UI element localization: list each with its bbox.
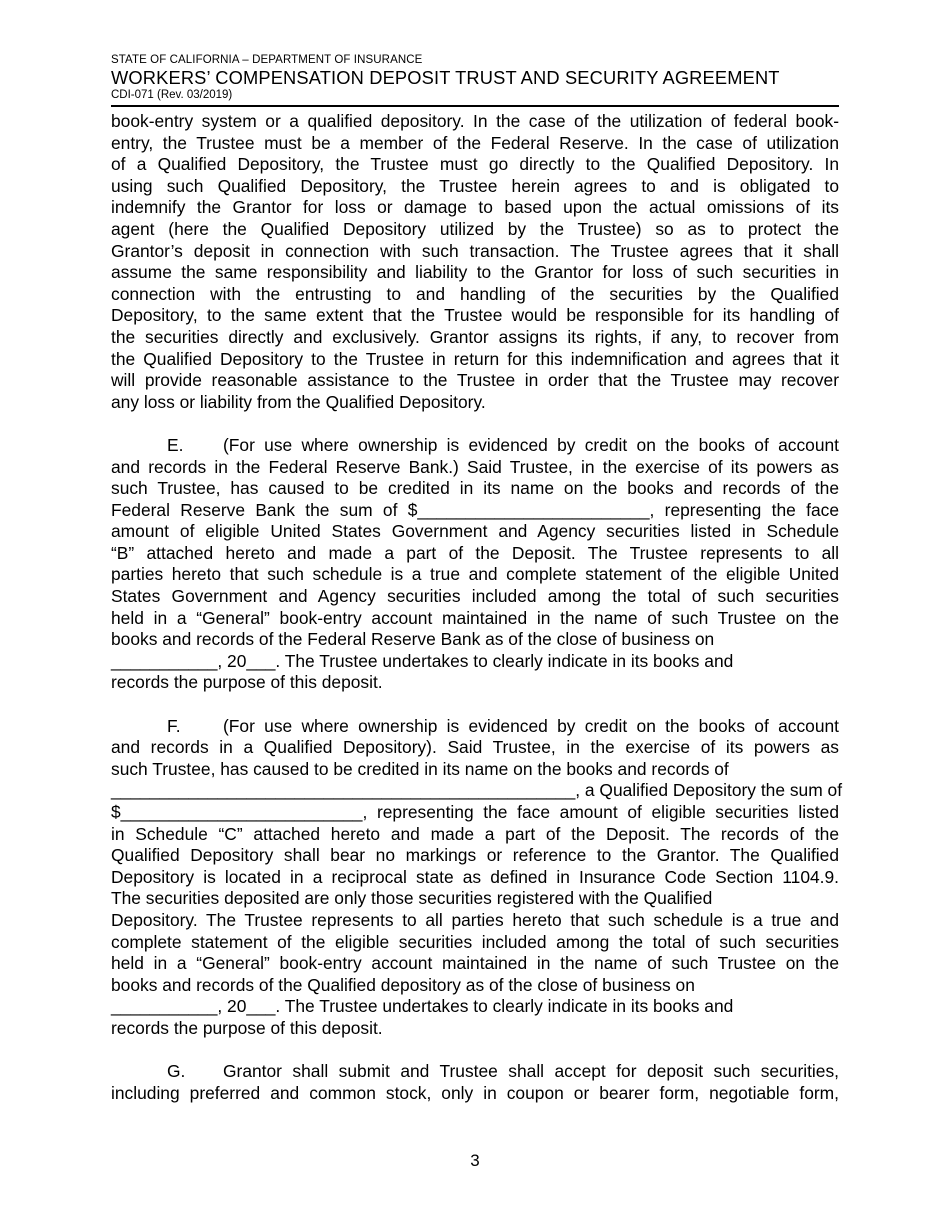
paragraph-line: including preferred and common stock, only in coupon or bearer form, negotiable form, <box>111 1082 839 1103</box>
paragraph-line: such Trustee, has caused to be credited in its name on the books and records of the <box>111 478 839 499</box>
paragraph-line: Qualified Depository shall bear no markings or reference to the Grantor. The Qualified <box>111 845 839 866</box>
paragraph-line: books and records of the Federal Reserve Bank as of the close of business on <box>111 629 715 650</box>
intro-paragraph <box>111 111 839 413</box>
section-g <box>111 1061 839 1104</box>
section-f <box>111 715 843 1040</box>
paragraph-line: States Government and Agency securities included among the total of such securities <box>111 586 839 607</box>
paragraph-line: $_________________________, representing the face amount of eligible securities listed <box>111 802 839 822</box>
paragraph-line: ________________________________________________, a Qualified Depository the sum of <box>111 780 843 801</box>
paragraph-line: such Trustee, has caused to be credited in its name on the books and records of <box>111 758 729 779</box>
document-page <box>111 54 843 1104</box>
paragraph-line: any loss or liability from the Qualified Depository. <box>111 391 486 412</box>
header-divider <box>111 105 839 107</box>
page-number: 3 <box>470 1151 480 1170</box>
paragraph-line: “B” attached hereto and made a part of the Deposit. The Trustee represents to all <box>111 542 839 563</box>
paragraph-line: Depository. The Trustee represents to all parties hereto that such schedule is a true and <box>111 909 839 930</box>
paragraph-line: Depository, to the same extent that the Trustee would be responsible for its handling of <box>111 305 839 326</box>
paragraph-line: will provide reasonable assistance to the Trustee in order that the Trustee may recover <box>111 370 839 391</box>
paragraph-line: records the purpose of this deposit. <box>111 1017 383 1038</box>
paragraph-line: ___________, 20___. The Trustee undertakes to clearly indicate in its books and <box>111 996 734 1017</box>
paragraph-line: and records in a Qualified Depository). Said Trustee, in the exercise of its powers as <box>111 737 839 758</box>
paragraph-line: entry, the Trustee must be a member of the Federal Reserve. In the case of utilization <box>111 132 839 153</box>
section-letter: E. <box>167 434 184 455</box>
paragraph-line: in Schedule “C” attached hereto and made a part of the Deposit. The records of the <box>111 823 839 844</box>
section-first-line <box>111 435 839 457</box>
paragraph-line: held in a “General” book-entry account maintained in the name of such Trustee on the <box>111 607 839 628</box>
paragraph-line: assume the same responsibility and liability to the Grantor for loss of such securities in <box>111 262 839 283</box>
section-e <box>111 435 839 694</box>
paragraph-line: of a Qualified Depository, the Trustee must go directly to the Qualified Depository. In <box>111 154 839 175</box>
paragraph-line: book-entry system or a qualified depository. In the case of the utilization of federal book- <box>111 111 839 131</box>
paragraph-line: the securities directly and exclusively. Grantor assigns its rights, if any, to recover from <box>111 326 839 347</box>
section-line-text: (For use where ownership is evidenced by credit on the books of account <box>223 434 839 455</box>
paragraph-line: ___________, 20___. The Trustee undertakes to clearly indicate in its books and <box>111 650 734 671</box>
paragraph-line: and records in the Federal Reserve Bank.) Said Trustee, in the exercise of its powers as <box>111 456 839 477</box>
form-number: CDI-071 (Rev. 03/2019) <box>111 89 233 101</box>
paragraph-line: The securities deposited are only those securities registered with the Qualified <box>111 888 713 909</box>
paragraph-line: Federal Reserve Bank the sum of $________________________, representing the face <box>111 499 839 520</box>
paragraph-line: the Qualified Depository to the Trustee in return for this indemnification and agrees that it <box>111 348 839 369</box>
document-title: WORKERS’ COMPENSATION DEPOSIT TRUST AND SECURITY AGREEMENT <box>111 67 780 88</box>
section-line-text: Grantor shall submit and Trustee shall accept for deposit such securities, <box>223 1061 839 1082</box>
section-first-line <box>111 716 839 738</box>
paragraph-line: complete statement of the eligible securities included among the total of such securities <box>111 931 839 952</box>
section-letter: F. <box>167 715 181 736</box>
paragraph-line: parties hereto that such schedule is a true and complete statement of the eligible United <box>111 564 839 585</box>
section-first-line <box>111 1061 839 1083</box>
paragraph-line: amount of eligible United States Government and Agency securities listed in Schedule <box>111 521 839 542</box>
section-line-text: (For use where ownership is evidenced by credit on the books of account <box>223 715 839 736</box>
agency-line: STATE OF CALIFORNIA – DEPARTMENT OF INSURANCE <box>111 54 423 66</box>
paragraph-line: books and records of the Qualified depository as of the close of business on <box>111 974 695 995</box>
paragraph-line: held in a “General” book-entry account maintained in the name of such Trustee on the <box>111 953 839 974</box>
paragraph-line: indemnify the Grantor for loss or damage to based upon the actual omissions of its <box>111 197 839 218</box>
paragraph-line: using such Qualified Depository, the Trustee herein agrees to and is obligated to <box>111 175 839 196</box>
section-letter: G. <box>167 1061 186 1082</box>
paragraph-line: connection with the entrusting to and handling of the securities by the Qualified <box>111 283 839 304</box>
paragraph-line: Depository is located in a reciprocal state as defined in Insurance Code Section 1104.9. <box>111 866 839 887</box>
document-header <box>111 54 839 107</box>
paragraph-line: records the purpose of this deposit. <box>111 672 383 693</box>
document-body <box>111 111 843 1104</box>
paragraph-line: Grantor’s deposit in connection with such transaction. The Trustee agrees that it shall <box>111 240 839 261</box>
paragraph-line: agent (here the Qualified Depository utilized by the Trustee) so as to protect the <box>111 218 839 239</box>
